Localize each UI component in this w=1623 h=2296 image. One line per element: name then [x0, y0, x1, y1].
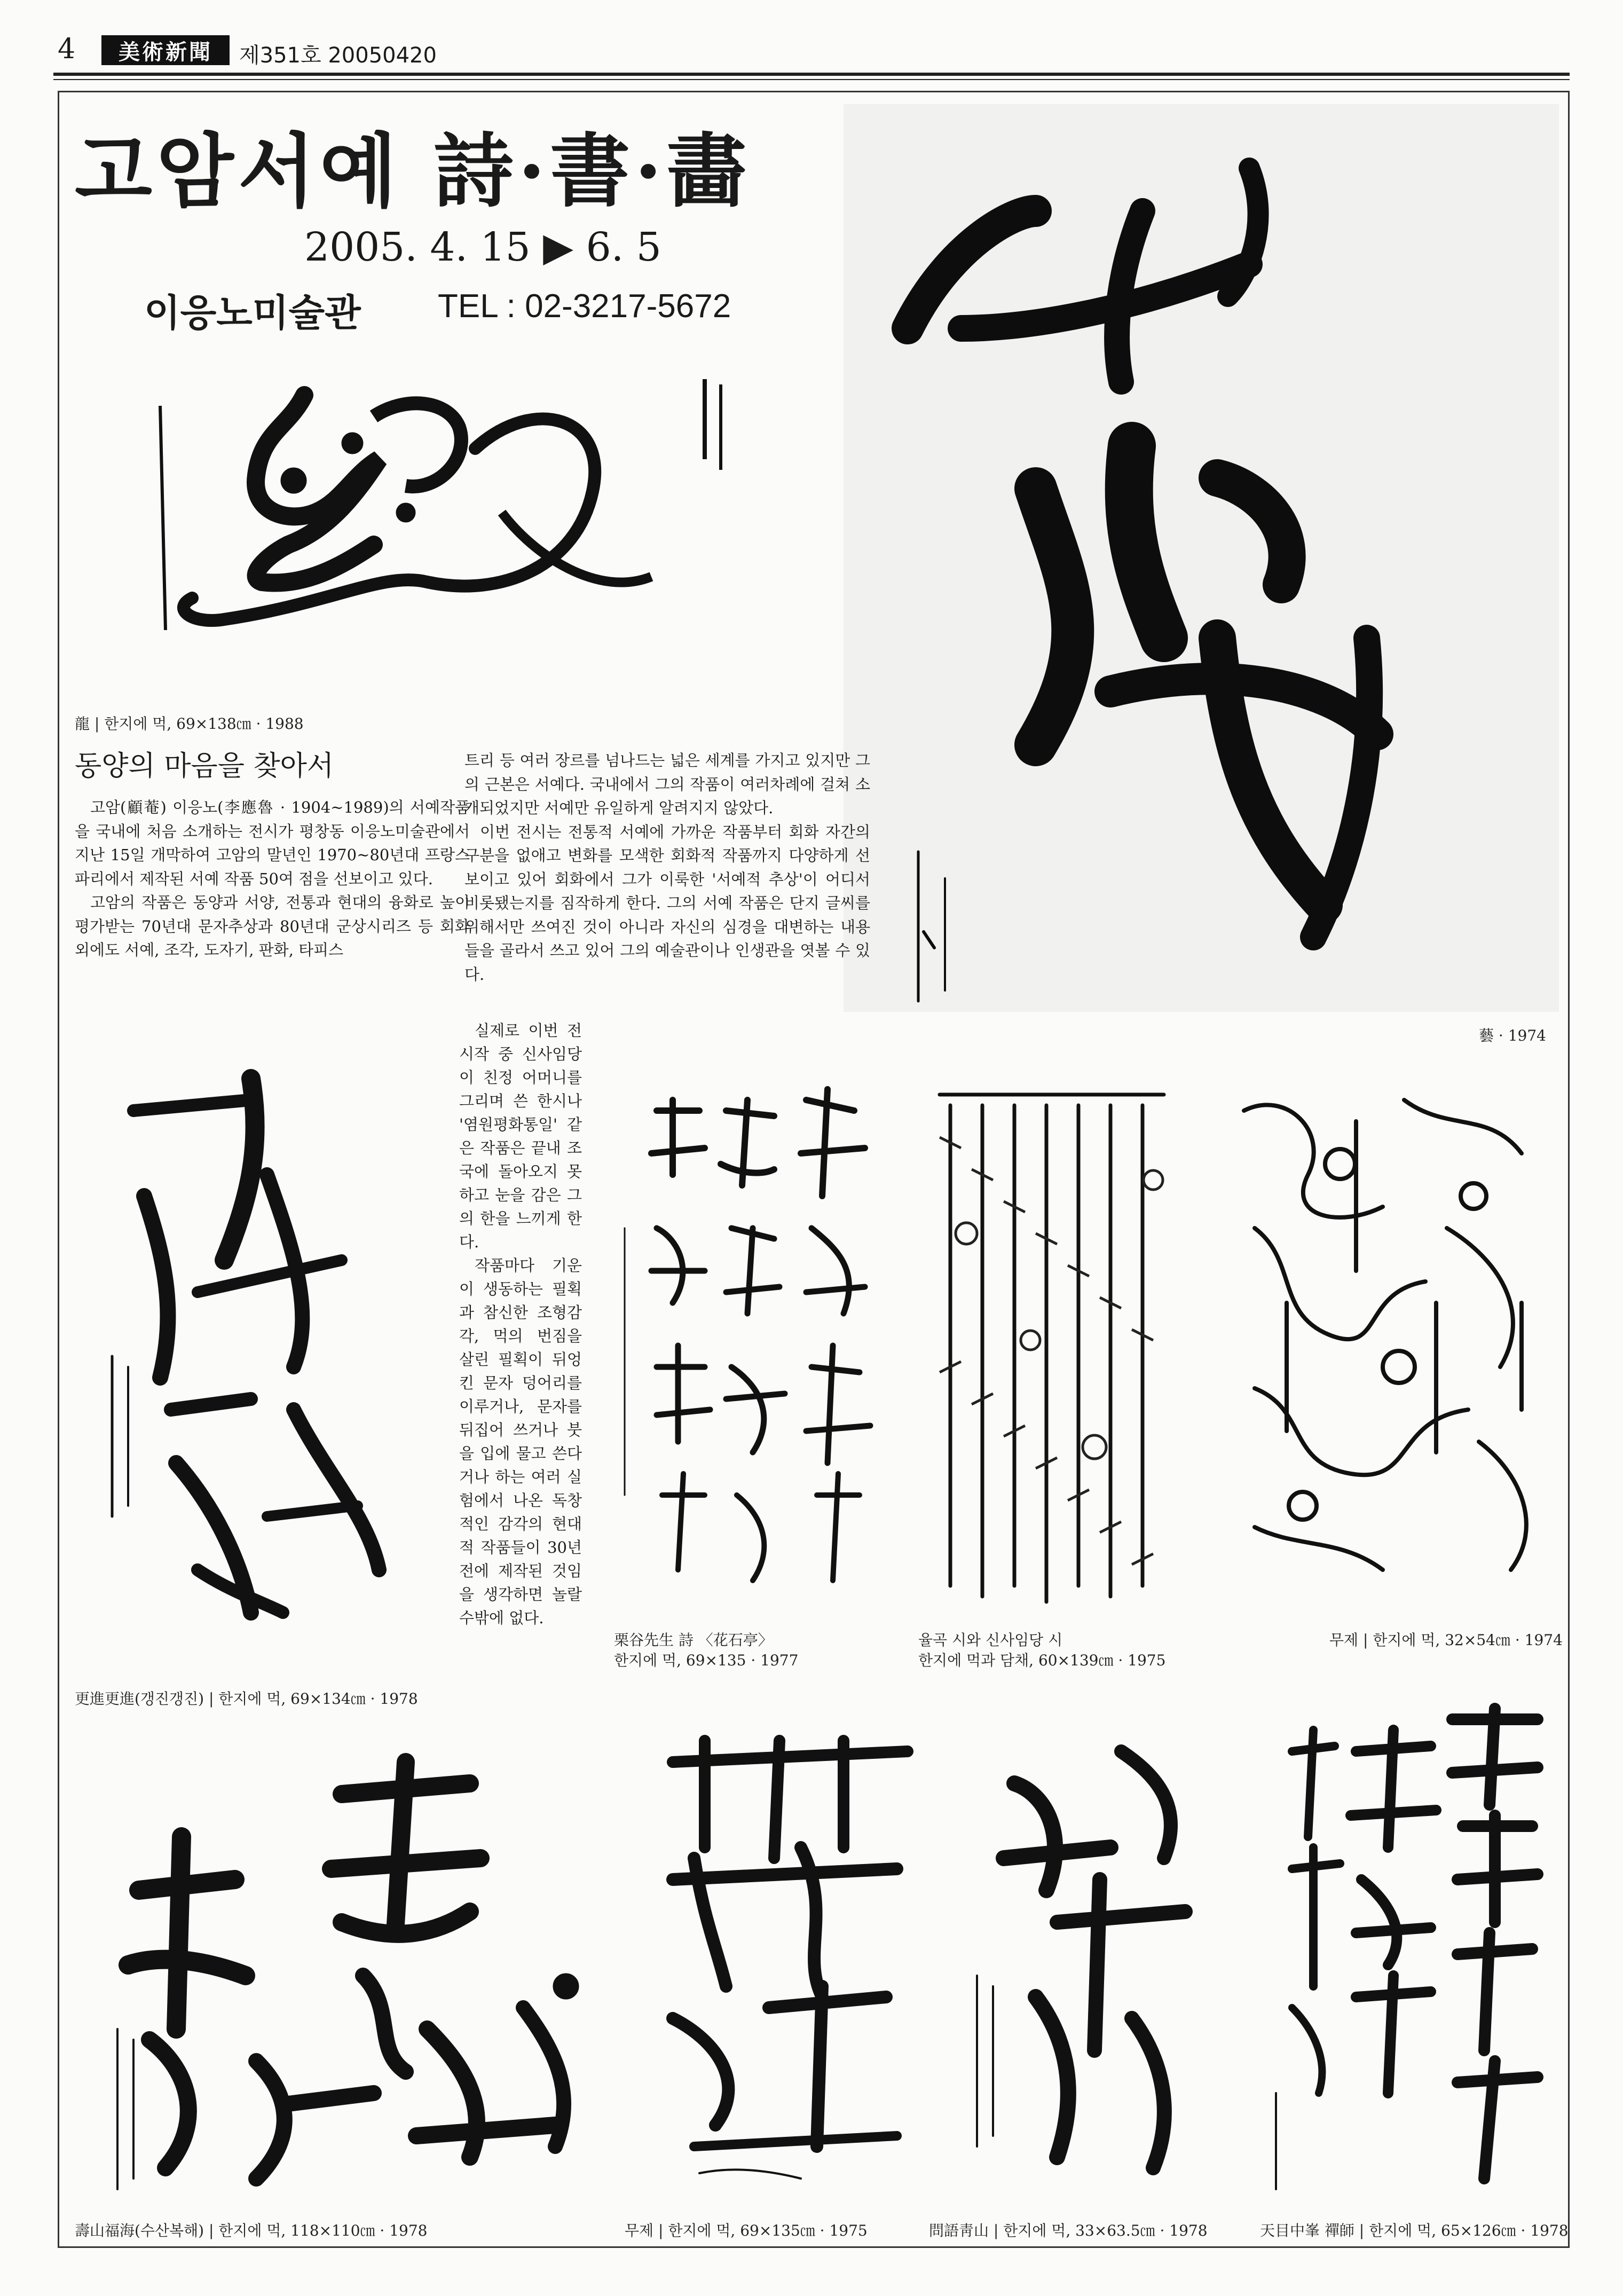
artwork-art-image — [844, 104, 1559, 1012]
artwork-sinsaimdang-image — [918, 1073, 1185, 1613]
article-column-1 — [75, 796, 470, 962]
masthead-logo: 美術新聞 — [101, 35, 230, 65]
caption-susanbokhae: 壽山福海(수산복해) | 한지에 먹, 118×110㎝ · 1978 — [75, 2222, 428, 2239]
caption-mundeung: 問語靑山 | 한지에 먹, 33×63.5㎝ · 1978 — [929, 2222, 1208, 2239]
article-paragraph: 실제로 이번 전시작 중 신사임당이 친정 어머니를 그리며 쓴 한시나 '염원평화통일' 같은 작품은 끝내 조국에 돌아오지 못하고 눈을 감은 그의 한을 느끼게 한다. — [459, 1021, 582, 1251]
artwork-yulgok-image — [614, 1068, 902, 1602]
article-column-2 — [464, 749, 870, 986]
artwork-cheonmok-image — [1260, 1687, 1559, 2205]
artwork-dragon-image — [128, 352, 758, 705]
page-number: 4 — [58, 33, 76, 65]
artwork-gaengjin-image — [91, 1036, 422, 1677]
issue-info: 제351호 20050420 — [239, 43, 437, 68]
caption-untitled2: 무제 | 한지에 먹, 69×135㎝ · 1975 — [625, 2222, 868, 2239]
caption-cheonmok: 天目中峯 禪師 | 한지에 먹, 65×126㎝ · 1978 — [1260, 2222, 1569, 2239]
article-column-3 — [459, 1019, 582, 1630]
exhibition-dates: 2005. 4. 15 ▶ 6. 5 — [304, 224, 661, 270]
article-paragraph: 고암(顧菴) 이응노(李應魯 · 1904~1989)의 서예작품을 국내에 처음 소개하는 전시가 평창동 이응노미술관에서 지난 15일 개막하여 고암의 말년인 1970~80년대 프랑스 파리에서 제작된 서예 작품 50여 점을 선보이고 있다. — [75, 798, 470, 888]
header-rule — [53, 73, 1570, 76]
article-paragraph: 작품마다 기운이 생동하는 필획과 참신한 조형감각, 먹의 번짐을 살린 필획이 뒤엉킨 문자 덩어리를 이루거나, 문자를 뒤집어 쓰거나 붓을 입에 물고 쓴다거나 하는 여러 실험에서 나온 독창적인 감각의 현대적 작품들이 30년 전에 제작된 것임을 생각하면 놀랄 수밖에 없다. — [459, 1256, 582, 1627]
caption-art: 藝 · 1974 — [1479, 1027, 1546, 1044]
exhibition-venue: 이응노미술관 — [144, 291, 361, 335]
artwork-mundeung-image — [961, 1719, 1239, 2211]
caption-sinsaimdang-title: 율곡 시와 신사임당 시 — [918, 1631, 1063, 1649]
header-rule-thin — [53, 79, 1570, 80]
caption-dragon: 龍 | 한지에 먹, 69×138㎝ · 1988 — [75, 715, 304, 733]
caption-gaengjin: 更進更進(갱진갱진) | 한지에 먹, 69×134㎝ · 1978 — [75, 1690, 418, 1708]
artwork-susanbokhae-image — [96, 1730, 630, 2211]
caption-untitled1: 무제 | 한지에 먹, 32×54㎝ · 1974 — [1329, 1631, 1563, 1649]
caption-yulgok-detail: 한지에 먹, 69×135 · 1977 — [614, 1652, 799, 1669]
artwork-untitled2-image — [641, 1709, 940, 2205]
exhibition-title: 고암서예 詩·書·畵 — [75, 124, 751, 218]
artwork-untitled1-image — [1223, 1068, 1559, 1613]
article-headline: 동양의 마음을 찾아서 — [75, 750, 334, 782]
caption-sinsaimdang-detail: 한지에 먹과 담채, 60×139㎝ · 1975 — [918, 1652, 1166, 1669]
caption-yulgok-title: 栗谷先生 詩 〈花石亭〉 — [614, 1631, 773, 1649]
article-paragraph: 고암의 작품은 동양과 서양, 전통과 현대의 융화로 높이 평가받는 70년대 문자추상과 80년대 군상시리즈 등 회화 외에도 서예, 조각, 도자기, 판화, 타피스 — [75, 893, 470, 959]
exhibition-tel: TEL : 02-3217-5672 — [438, 288, 731, 325]
article-paragraph: 트리 등 여러 장르를 넘나드는 넓은 세계를 가지고 있지만 그의 근본은 서예다. 국내에서 그의 작품이 여러차례에 걸쳐 소개되었지만 서예만 유일하게 알려지지 않았다. — [464, 751, 870, 817]
article-paragraph: 이번 전시는 전통적 서예에 가까운 작품부터 회화 자간의 구분을 없애고 변화를 모색한 회화적 작품까지 다양하게 선보이고 있어 회화에서 그가 이룩한 '서예적 추상'이 어디서 비롯됐는지를 짐작하게 한다. 그의 서예 작품은 단지 글씨를 위해서만 쓰여진 것이 아니라 자신의 심경을 대변하는 내용들을 골라서 쓰고 있어 그의 예술관이나 인생관을 엿볼 수 있다. — [464, 822, 870, 984]
